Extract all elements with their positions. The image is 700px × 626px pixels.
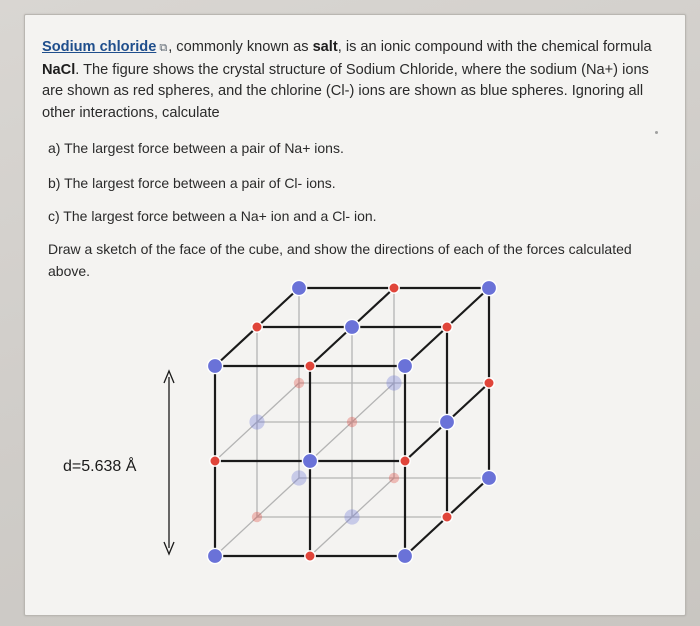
sodium-chloride-link[interactable]: Sodium chloride <box>42 39 157 55</box>
cl-ion <box>207 358 222 373</box>
na-ion <box>252 322 262 332</box>
lattice-edge-hidden <box>215 422 257 461</box>
cl-ion <box>302 453 317 468</box>
cl-ion <box>249 414 264 429</box>
nacl-crystal-figure <box>25 15 685 615</box>
lattice-edge <box>447 383 489 422</box>
lattice-edge <box>447 478 489 517</box>
cl-ion <box>397 548 412 563</box>
cl-ion <box>291 470 306 485</box>
question-b: b) The largest force between a pair of Cl- ions. <box>48 175 336 191</box>
na-ion <box>210 456 220 466</box>
cl-ion <box>386 375 401 390</box>
lattice-edge <box>310 327 352 366</box>
cl-ion <box>439 414 454 429</box>
lattice-edge <box>447 288 489 327</box>
dimension-label: d=5.638 Å <box>63 458 137 475</box>
problem-card <box>24 14 686 616</box>
cl-ion <box>344 319 359 334</box>
na-ion <box>347 417 357 427</box>
external-link-icon[interactable]: ⧉ <box>159 42 168 54</box>
lattice-edge-hidden <box>215 517 257 556</box>
na-ion <box>389 473 399 483</box>
na-ion <box>400 456 410 466</box>
lattice-edge <box>405 327 447 366</box>
cl-ion <box>344 509 359 524</box>
na-ion <box>305 361 315 371</box>
lattice-edge <box>405 517 447 556</box>
question-c: c) The largest force between a Na+ ion and a Cl- ion. <box>48 208 377 224</box>
cl-ion <box>481 280 496 295</box>
cl-ion <box>207 548 222 563</box>
na-ion <box>294 378 304 388</box>
lattice-edge-hidden <box>352 478 394 517</box>
lattice-edge-hidden <box>257 383 299 422</box>
lattice-edge-hidden <box>352 383 394 422</box>
na-ion <box>389 283 399 293</box>
lattice-edge <box>352 288 394 327</box>
na-ion <box>442 512 452 522</box>
question-a: a) The largest force between a pair of Na+ ions. <box>48 140 344 156</box>
na-ion <box>484 378 494 388</box>
formula-term: NaCl <box>42 61 76 78</box>
problem-intro: Sodium chloride ⧉, commonly known as salt, is an ionic compound with the chemical formula NaCl. The figure shows the crystal structure of Sodium Chloride, where the sodium (Na+) ions are shown as red spheres, and the chlorine (Cl-) ions are shown as blue spheres. Ignoring all other interactions, calculate <box>42 39 652 121</box>
na-ion <box>252 512 262 522</box>
na-ion <box>442 322 452 332</box>
salt-term: salt <box>312 39 338 55</box>
na-ion <box>305 551 315 561</box>
lattice-edge <box>405 422 447 461</box>
lattice-edge <box>215 327 257 366</box>
cl-ion <box>397 358 412 373</box>
cl-ion <box>481 470 496 485</box>
cl-ion <box>291 280 306 295</box>
lattice-edge <box>257 288 299 327</box>
lattice-edge-hidden <box>310 517 352 556</box>
lattice-edge-hidden <box>257 478 299 517</box>
sketch-instruction: Draw a sketch of the face of the cube, and show the directions of each of the forces calculated above. <box>48 241 632 279</box>
lattice-edge-hidden <box>310 422 352 461</box>
dimension-arrow <box>164 371 174 554</box>
